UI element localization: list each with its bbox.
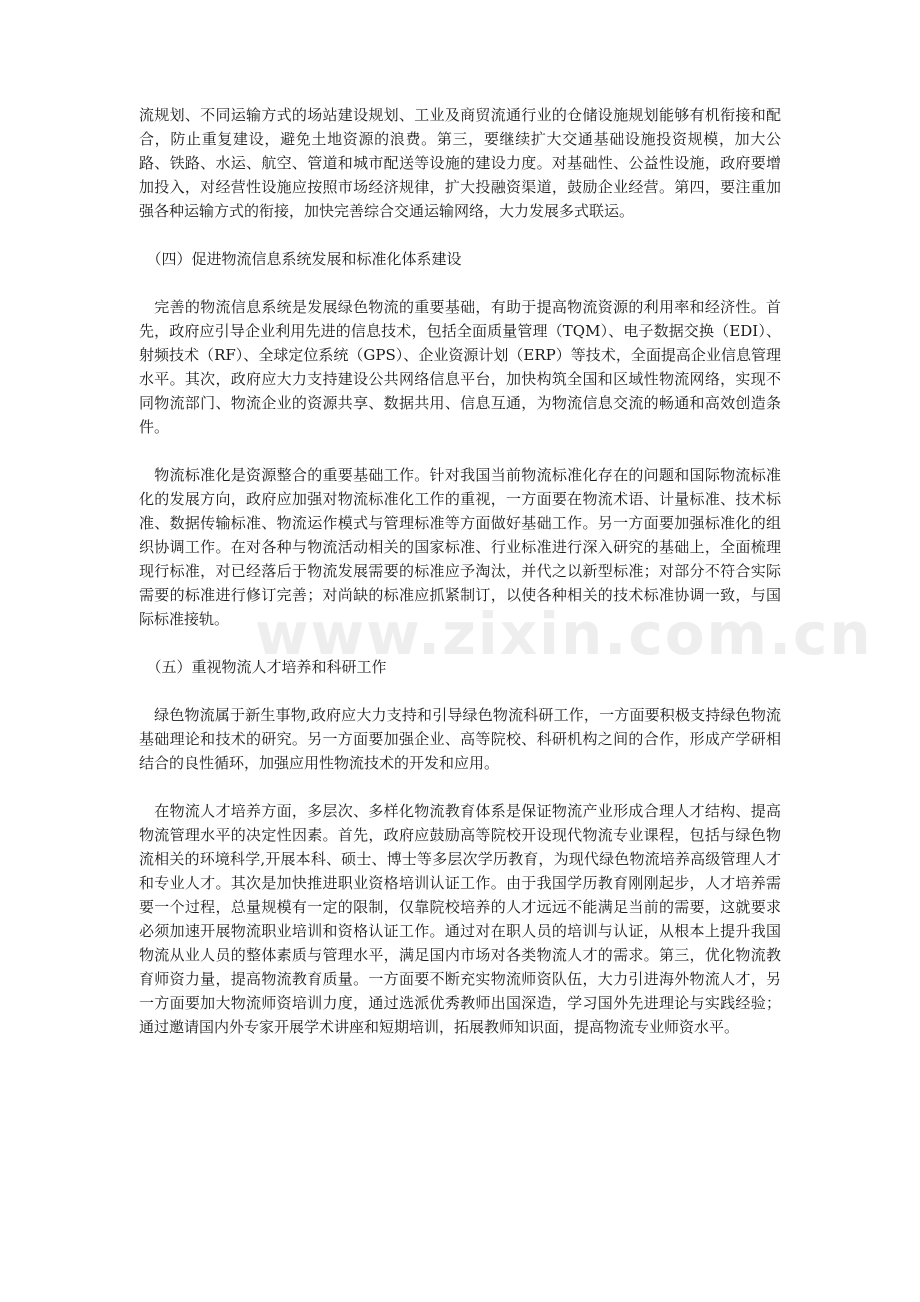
paragraph-transport-planning: 流规划、不同运输方式的场站建设规划、工业及商贸流通行业的仓储设施规划能够有机衔接和配合，防止重复建设，避免土地资源的浪费。第三，要继续扩大交通基础设施投资规模，加大公路、铁路、水运、航空、管道和城市配送等设施的建设力度。对基础性、公益性设施，政府要增加投入，对经营性设施应按照市场经济规律，扩大投融资渠道，鼓励企业经营。第四，要注重加强各种运输方式的衔接，加快完善综合交通运输网络，大力发展多式联运。 — [139, 106, 781, 220]
section-heading-5: （五）重视物流人才培养和科研工作 — [139, 658, 387, 676]
document-body — [139, 103, 781, 1063]
paragraph-standardization: 物流标准化是资源整合的重要基础工作。针对我国当前物流标准化存在的问题和国际物流标准化的发展方向，政府应加强对物流标准化工作的重视，一方面要在物流术语、计量标准、技术标准、数据传输标准、物流运作模式与管理标准等方面做好基础工作。另一方面要加强标准化的组织协调工作。在对各种与物流活动相关的国家标准、行业标准进行深入研究的基础上，全面梳理现行标准，对已经落后于物流发展需要的标准应予淘汰，并代之以新型标准；对部分不符合实际需要的标准进行修订完善；对尚缺的标准应抓紧制订，以使各种相关的技术标准协调一致，与国际标准接轨。 — [139, 466, 781, 628]
paragraph-research: 绿色物流属于新生事物,政府应大力支持和引导绿色物流科研工作，一方面要积极支持绿色物流基础理论和技术的研究。另一方面要加强企业、高等院校、科研机构之间的合作，形成产学研相结合的良性循环，加强应用性物流技术的开发和应用。 — [139, 706, 781, 772]
paragraph-talent-training: 在物流人才培养方面，多层次、多样化物流教育体系是保证物流产业形成合理人才结构、提高物流管理水平的决定性因素。首先，政府应鼓励高等院校开设现代物流专业课程，包括与绿色物流相关的环境科学,开展本科、硕士、博士等多层次学历教育，为现代绿色物流培养高级管理人才和专业人才。其次是加快推进职业资格培训认证工作。由于我国学历教育刚刚起步，人才培养需要一个过程，总量规模有一定的限制，仅靠院校培养的人才远远不能满足当前的需要，这就要求必须加速开展物流职业培训和资格认证工作。通过对在职人员的培训与认证，从根本上提升我国物流从业人员的整体素质与管理水平，满足国内市场对各类物流人才的需求。第三，优化物流教育师资力量，提高物流教育质量。一方面要不断充实物流师资队伍，大力引进海外物流人才，另一方面要加大物流师资培训力度，通过选派优秀教师出国深造，学习国外先进理论与实践经验；通过邀请国内外专家开展学术讲座和短期培训，拓展教师知识面，提高物流专业师资水平。 — [139, 802, 781, 1036]
paragraph-info-system: 完善的物流信息系统是发展绿色物流的重要基础，有助于提高物流资源的利用率和经济性。首先，政府应引导企业利用先进的信息技术，包括全面质量管理（TQM）、电子数据交换（EDI）、射频技术（RF）、全球定位系统（GPS）、企业资源计划（ERP）等技术，全面提高企业信息管理水平。其次，政府应大力支持建设公共网络信息平台，加快构筑全国和区域性物流网络，实现不同物流部门、物流企业的资源共享、数据共用、信息互通，为物流信息交流的畅通和高效创造条件。 — [139, 298, 781, 436]
watermark-text: www.zixin.com.cn — [255, 600, 873, 668]
section-heading-4: （四）促进物流信息系统发展和标准化体系建设 — [139, 250, 462, 268]
